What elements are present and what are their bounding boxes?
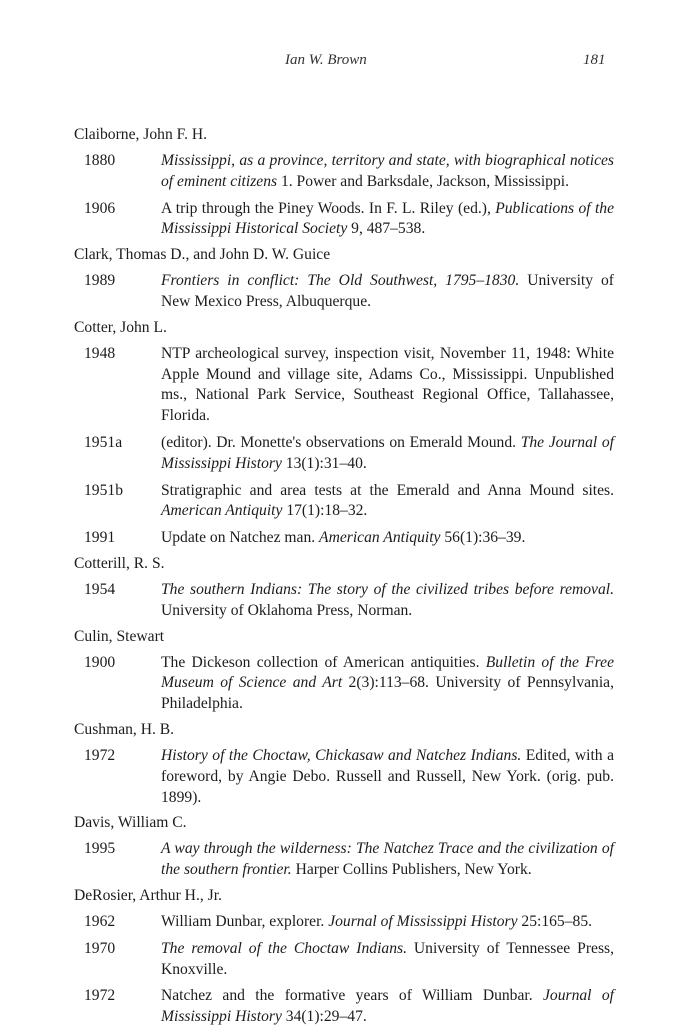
reference-citation bbox=[161, 653, 614, 715]
reference-author-group bbox=[74, 124, 614, 240]
citation-text: Harper Collins Publishers, New York. bbox=[291, 861, 532, 879]
reference-entry bbox=[74, 746, 614, 808]
reference-entry bbox=[74, 151, 614, 193]
reference-citation bbox=[161, 344, 614, 427]
reference-author-name: Claiborne, John F. H. bbox=[74, 126, 208, 143]
reference-entry bbox=[74, 912, 614, 933]
citation-text: Update on Natchez man. bbox=[161, 529, 320, 547]
reference-entry bbox=[74, 839, 614, 881]
reference-author-group bbox=[74, 719, 614, 808]
reference-citation bbox=[161, 199, 614, 241]
citation-title-italic: American Antiquity bbox=[319, 529, 441, 547]
reference-author-group bbox=[74, 553, 614, 622]
citation-title-italic: Journal of Mississippi History bbox=[328, 912, 518, 930]
reference-entry bbox=[74, 344, 614, 427]
reference-year: 1948 bbox=[84, 344, 116, 362]
reference-author-group bbox=[74, 812, 614, 881]
citation-title-italic: History of the Choctaw, Chickasaw and Natchez Indians. bbox=[161, 746, 522, 764]
citation-text: 17(1):18–32. bbox=[282, 502, 368, 520]
citation-title-italic: The southern Indians: The story of the civilized tribes before removal. bbox=[161, 580, 614, 598]
reference-year: 1951a bbox=[84, 433, 123, 451]
reference-entry bbox=[74, 939, 614, 981]
reference-author-group bbox=[74, 244, 614, 313]
citation-text: 25:165–85. bbox=[517, 912, 593, 930]
reference-author-name: Clark, Thomas D., and John D. W. Guice bbox=[74, 246, 331, 264]
reference-citation bbox=[161, 528, 614, 549]
reference-citation bbox=[161, 271, 614, 313]
citation-text: University of Oklahoma Press, Norman. bbox=[161, 601, 413, 619]
reference-year: 1991 bbox=[84, 529, 116, 547]
reference-author-name: Cotterill, R. S. bbox=[74, 554, 165, 572]
reference-year: 1972 bbox=[84, 746, 116, 764]
reference-author-group bbox=[74, 885, 614, 1028]
reference-entry bbox=[74, 580, 614, 622]
page-number: 181 bbox=[583, 52, 606, 68]
citation-title-italic: The removal of the Choctaw Indians. bbox=[161, 939, 407, 957]
reference-year: 1906 bbox=[84, 199, 116, 217]
citation-text: University of Tennessee Press, Knoxville. bbox=[161, 939, 614, 978]
citation-text: A trip through the Piney Woods. In F. L. Riley (ed.), bbox=[161, 199, 496, 217]
citation-title-italic: Publications of the Mississippi Historical Society bbox=[161, 199, 614, 238]
reference-year: 1900 bbox=[84, 653, 116, 671]
reference-citation bbox=[161, 746, 614, 808]
citation-title-italic: Journal of Mississippi History bbox=[161, 987, 614, 1026]
reference-citation bbox=[161, 481, 614, 523]
reference-year: 1972 bbox=[84, 987, 116, 1005]
citation-title-italic: The Journal of Mississippi History bbox=[161, 433, 615, 472]
reference-entry bbox=[74, 528, 614, 549]
reference-entry bbox=[74, 986, 614, 1028]
reference-author-name: DeRosier, Arthur H., Jr. bbox=[74, 886, 222, 904]
citation-text: 1. Power and Barksdale, Jackson, Mississippi. bbox=[277, 172, 569, 190]
running-head-author: Ian W. Brown bbox=[285, 52, 367, 68]
reference-year: 1970 bbox=[84, 939, 116, 957]
citation-text: Edited, with a foreword, by Angie Debo. Russell and Russell, New York. (orig. pub. 1899). bbox=[161, 746, 614, 806]
reference-author-name: Culin, Stewart bbox=[74, 627, 165, 645]
citation-title-italic: A way through the wilderness: The Natchez Trace and the civilization of the southern frontier. bbox=[161, 840, 614, 879]
citation-text: 34(1):29–47. bbox=[281, 1008, 367, 1026]
running-head bbox=[0, 52, 688, 76]
reference-entry bbox=[74, 271, 614, 313]
reference-year: 1989 bbox=[84, 272, 116, 290]
reference-year: 1951b bbox=[84, 481, 123, 499]
citation-title-italic: Mississippi, as a province, territory and state, with biographical notices of eminent citizens bbox=[161, 152, 614, 190]
citation-title-italic: Frontiers in conflict: The Old Southwest, 1795–1830. bbox=[161, 272, 520, 290]
citation-text: 9, 487–538. bbox=[347, 220, 426, 238]
reference-author-name: Cotter, John L. bbox=[74, 318, 167, 336]
reference-citation bbox=[161, 151, 614, 193]
reference-author-name: Davis, William C. bbox=[74, 814, 187, 832]
reference-citation bbox=[161, 986, 614, 1028]
citation-text: William Dunbar, explorer. bbox=[161, 912, 329, 930]
reference-entry bbox=[74, 433, 614, 475]
citation-text: 2(3):113–68. University of Pennsylvania, Philadelphia. bbox=[161, 674, 614, 713]
citation-text: Natchez and the formative years of William Dunbar. bbox=[161, 987, 543, 1005]
reference-year: 1880 bbox=[84, 152, 116, 169]
citation-text: The Dickeson collection of American antiquities. bbox=[161, 653, 486, 671]
citation-text: (editor). Dr. Monette's observations on Emerald Mound. bbox=[161, 433, 521, 451]
reference-entry bbox=[74, 199, 614, 241]
reference-author-group bbox=[74, 626, 614, 715]
reference-citation bbox=[161, 580, 614, 622]
citation-text: 56(1):36–39. bbox=[440, 529, 526, 547]
citation-text: University of New Mexico Press, Albuquerque. bbox=[161, 272, 614, 310]
reference-author-group bbox=[74, 317, 614, 549]
citation-text: NTP archeological survey, inspection visit, November 11, 1948: White Apple Mound and village site, Adams Co., Mississippi. Unpublished ms., National Park Service, Southeast Regional Office, Tallahassee, Florida. bbox=[161, 344, 614, 425]
reference-citation bbox=[161, 839, 614, 881]
reference-year: 1962 bbox=[84, 912, 116, 930]
reference-entry bbox=[74, 481, 614, 523]
reference-citation bbox=[161, 433, 614, 475]
reference-list bbox=[74, 124, 614, 1032]
reference-entry bbox=[74, 653, 614, 715]
reference-citation bbox=[161, 939, 614, 981]
reference-citation bbox=[161, 912, 614, 933]
reference-year: 1954 bbox=[84, 580, 116, 598]
citation-title-italic: Bulletin of the Free Museum of Science and Art bbox=[161, 653, 615, 692]
citation-text: Stratigraphic and area tests at the Emerald and Anna Mound sites. bbox=[161, 481, 614, 499]
citation-title-italic: American Antiquity bbox=[161, 502, 283, 520]
reference-author-name: Cushman, H. B. bbox=[74, 720, 175, 738]
citation-text: 13(1):31–40. bbox=[281, 454, 367, 472]
reference-year: 1995 bbox=[84, 840, 116, 858]
